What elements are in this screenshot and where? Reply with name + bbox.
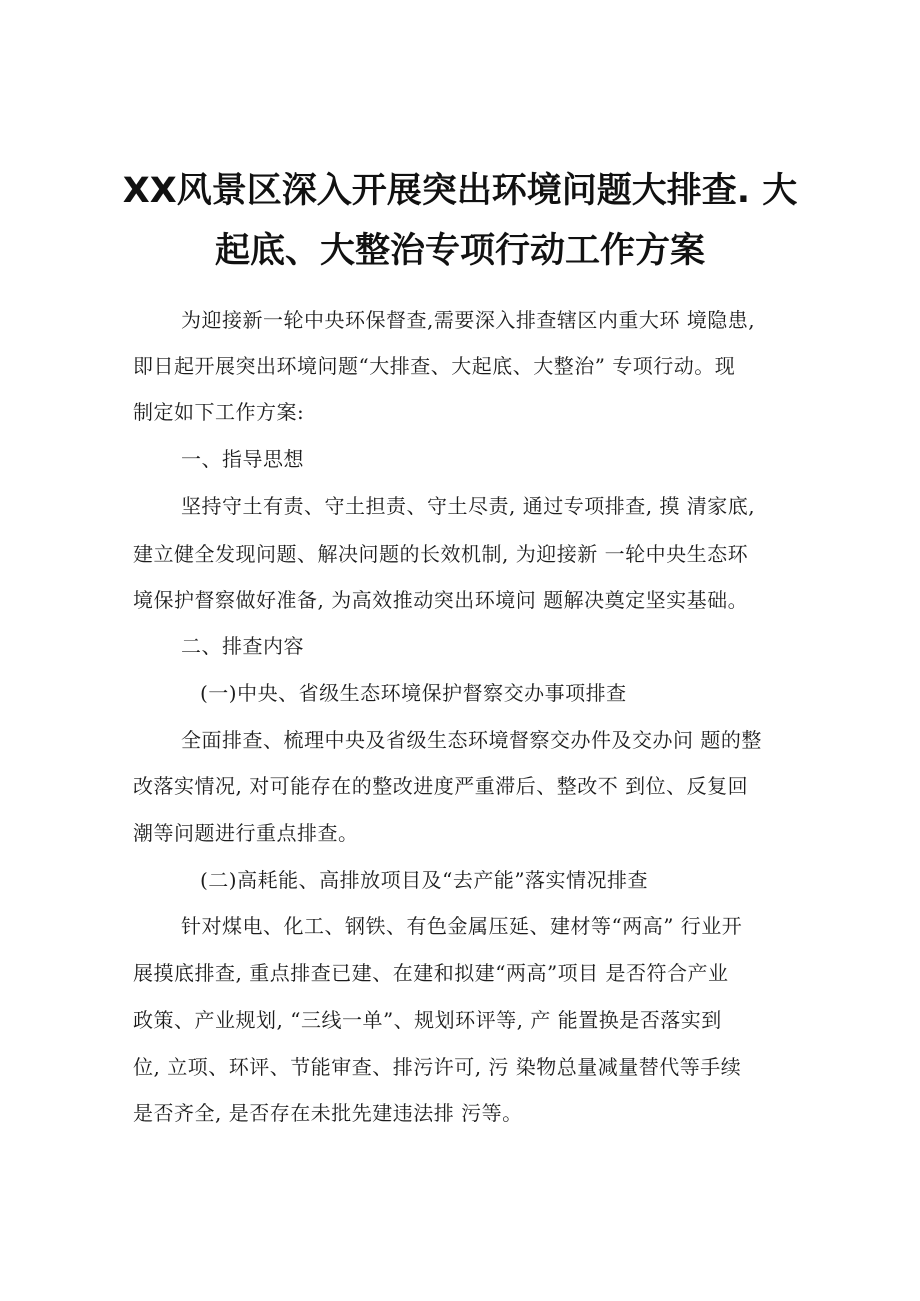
section-2-heading: 二、排查内容 bbox=[181, 634, 304, 658]
subsection-2-body-line-2: 展摸底排查, 重点排查已建、在建和拟建“两高”项目 是否符合产业 bbox=[133, 961, 729, 985]
section-1-heading: 一、指导思想 bbox=[181, 447, 304, 471]
subsection-2-body-line-4: 位, 立项、环评、节能审查、排污许可, 污 染物总量减量替代等手续 bbox=[133, 1055, 742, 1079]
document-title-line-2: 起底、大整治专项行动工作方案 bbox=[214, 231, 705, 271]
section-1-body-line-1: 坚持守土有责、守土担责、守土尽责, 通过专项排查, 摸 清家底, bbox=[181, 494, 756, 518]
subsection-2-body-line-1: 针对煤电、化工、钢铁、有色金属压延、建材等“两高” 行业开 bbox=[181, 914, 743, 938]
subsection-2-body-line-5: 是否齐全, 是否存在未批先建违法排 污等。 bbox=[133, 1101, 523, 1125]
intro-line-2: 即日起开展突出环境问题“大排查、大起底、大整治” 专项行动。现 bbox=[133, 354, 736, 378]
intro-line-1: 为迎接新一轮中央环保督查,需要深入排查辖区内重大环 境隐患, bbox=[181, 308, 756, 332]
subsection-2-body-line-3: 政策、产业规划, “三线一单”、规划环评等, 产 能置换是否落实到 bbox=[133, 1008, 722, 1032]
subsection-1-body-line-2: 改落实情况, 对可能存在的整改进度严重滞后、整改不 到位、反复回 bbox=[133, 774, 749, 798]
section-1-body-line-3: 境保护督察做好准备, 为高效推动突出环境问 题解决奠定坚实基础。 bbox=[133, 588, 749, 612]
subsection-2-heading: (二)高耗能、高排放项目及“去产能”落实情况排查 bbox=[200, 868, 649, 892]
intro-line-3: 制定如下工作方案: bbox=[133, 400, 305, 424]
subsection-1-body-line-3: 潮等问题进行重点排查。 bbox=[133, 821, 359, 845]
subsection-1-heading: (一)中央、省级生态环境保护督察交办事项排查 bbox=[200, 681, 627, 705]
document-title-line-1: XX风景区深入开展突出环境问题大排查. 大 bbox=[122, 171, 798, 211]
subsection-1-body-line-1: 全面排查、梳理中央及省级生态环境督察交办件及交办问 题的整 bbox=[181, 728, 762, 752]
section-1-body-line-2: 建立健全发现问题、解决问题的长效机制, 为迎接新 一轮中央生态环 bbox=[133, 542, 749, 566]
